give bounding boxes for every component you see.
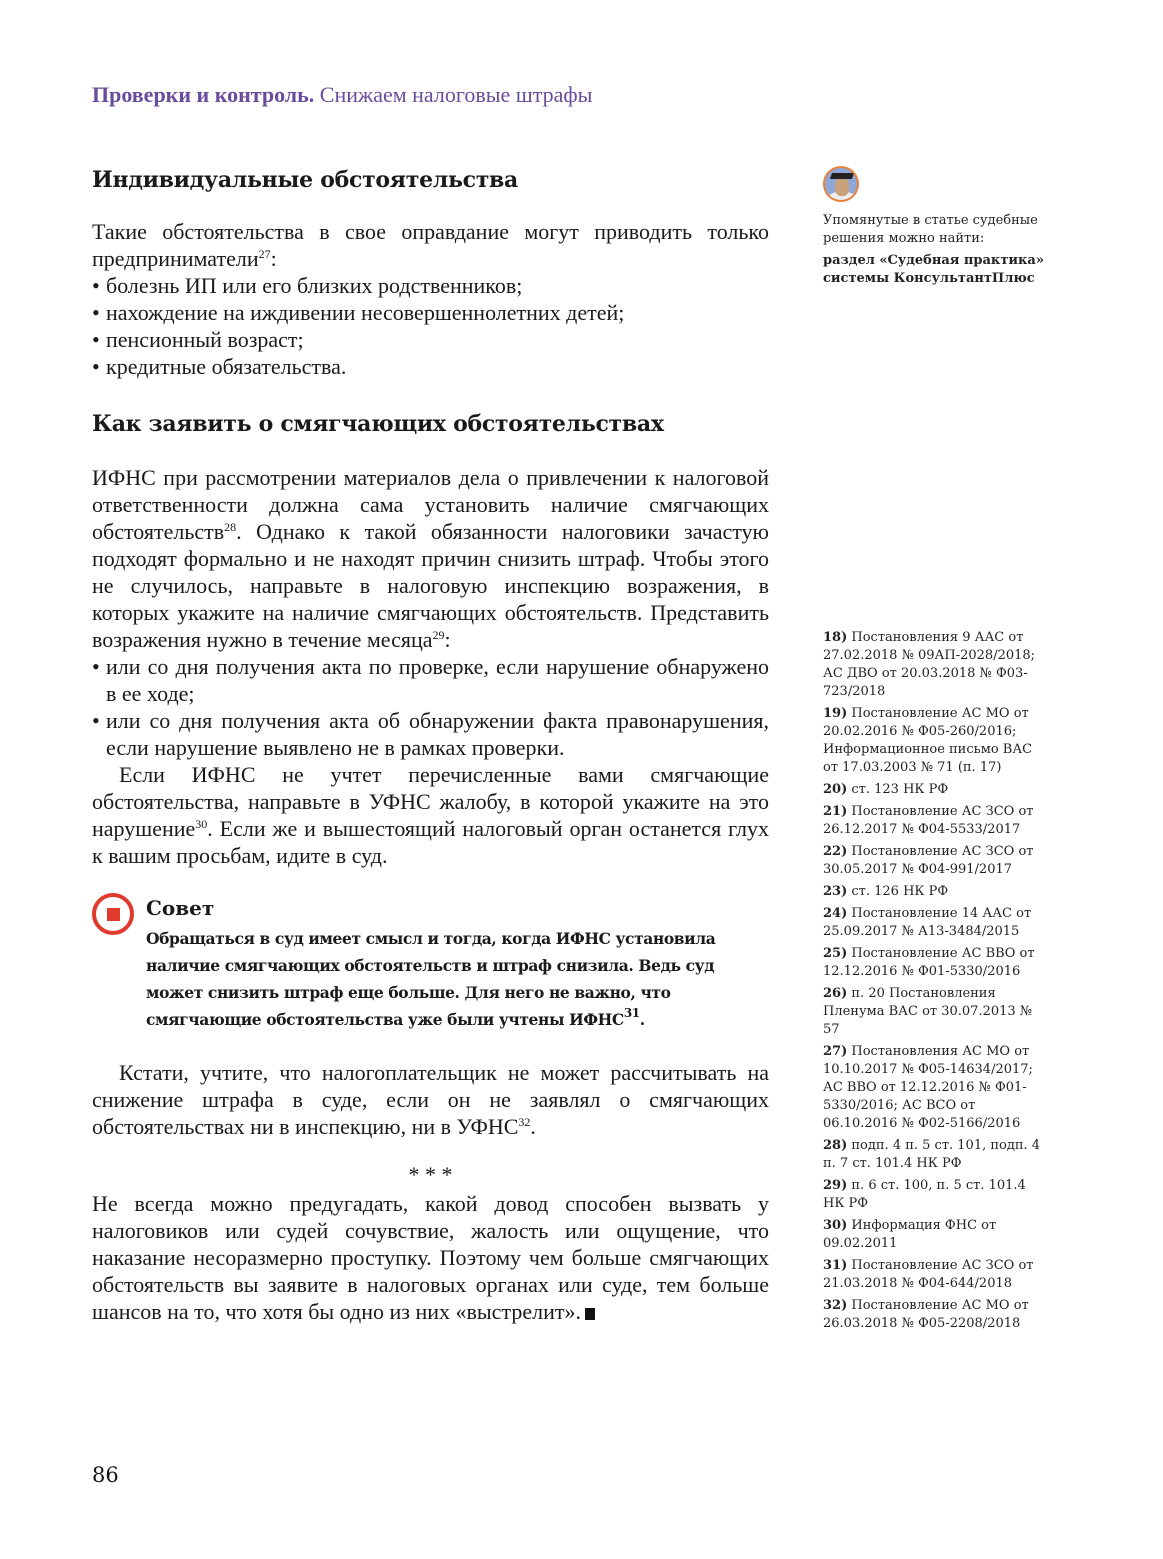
- footnote-number: 28): [823, 1138, 848, 1153]
- advice-body: Обращаться в суд имеет смысл и тогда, когда ИФНС установила наличие смягчающих обстоятельств и штраф снизила. Ведь суд может снизить штраф еще больше. Для него не важно, что смягчающие обстоятельства уже были учтены ИФНС: [146, 929, 716, 1029]
- list-item: • пенсионный возраст;: [92, 326, 769, 353]
- footnote-text: подп. 4 п. 5 ст. 101, подп. 4 п. 7 ст. 101.4 НК РФ: [823, 1138, 1041, 1171]
- section-title: Снижаем налоговые штрафы: [319, 82, 593, 107]
- list-item: • или со дня получения акта об обнаружении факта правонарушения, если нарушение выявлено не в рамках проверки.: [92, 707, 769, 761]
- footnote-ref[interactable]: 28: [224, 520, 237, 534]
- footnote-ref[interactable]: 27: [258, 247, 271, 261]
- footnote-number: 31): [823, 1258, 848, 1273]
- footnote-item: [823, 1043, 1048, 1133]
- intro-tail: :: [270, 246, 277, 271]
- list-item: • кредитные обязательства.: [92, 353, 769, 380]
- footnote-number: 26): [823, 986, 848, 1001]
- footnote-number: 21): [823, 804, 848, 819]
- heading-individual-circumstances: Индивидуальные обстоятельства: [92, 167, 518, 193]
- footnote-number: 29): [823, 1178, 848, 1193]
- footnote-item: [823, 883, 1048, 901]
- footnote-text: Постановление АС МО от 26.03.2018 № Ф05-2208/2018: [823, 1298, 1029, 1331]
- lawyer-avatar-icon: [823, 166, 859, 202]
- paragraph: [92, 1059, 769, 1140]
- sidebar-note-text: Упомянутые в статье судебные решения можно найти:: [823, 213, 1038, 246]
- footnote-text: Информация ФНС от 09.02.2011: [823, 1218, 997, 1251]
- footnote-text: Постановления 9 ААС от 27.02.2018 № 09АП-2028/2018; АС ДВО от 20.03.2018 № Ф03-723/2018: [823, 630, 1036, 699]
- footnote-number: 25): [823, 946, 848, 961]
- footnote-item: [823, 705, 1048, 777]
- section-name: Проверки и контроль.: [92, 82, 315, 107]
- footnote-item: [823, 803, 1048, 839]
- advice-text: [146, 925, 769, 1033]
- page-number: 86: [92, 1463, 119, 1487]
- footnote-item: [823, 1177, 1048, 1213]
- footnote-item: [823, 1257, 1048, 1293]
- paragraph: [92, 761, 769, 869]
- footnote-item: [823, 1297, 1048, 1333]
- footnote-text: Постановление АС ЗСО от 21.03.2018 № Ф04-644/2018: [823, 1258, 1034, 1291]
- footnote-number: 23): [823, 884, 848, 899]
- footnote-number: 18): [823, 630, 848, 645]
- paragraph-text: Не всегда можно предугадать, какой довод способен вызвать у налоговиков или судей сочувствие, жалость или ощущение, что наказание несоразмерно проступку. Поэтому чем больше смягчающих обстоятельств вы заявите в налоговых органах или суде, тем больше шансов на то, что хотя бы одно из них «выстрелит».: [92, 1191, 769, 1324]
- deadline-list: [92, 653, 769, 761]
- footnote-text: Постановление АС ЗСО от 30.05.2017 № Ф04-991/2017: [823, 844, 1034, 877]
- sidebar-note-source: раздел «Судебная практика» системы КонсультантПлюс: [823, 253, 1044, 286]
- list-item: • болезнь ИП или его близких родственников;: [92, 272, 769, 299]
- intro-paragraph: [92, 218, 769, 272]
- paragraph-text: Кстати, учтите, что налогоплательщик не может рассчитывать на снижение штрафа в суде, если он не заявлял о смягчающих обстоятельствах ни в инспекцию, ни в УФНС: [92, 1060, 769, 1139]
- footnote-item: [823, 781, 1048, 799]
- footnote-ref[interactable]: 31: [623, 1006, 640, 1020]
- footnote-number: 22): [823, 844, 848, 859]
- footnote-text: Постановление 14 ААС от 25.09.2017 № А13-3484/2015: [823, 906, 1032, 939]
- footnote-number: 30): [823, 1218, 848, 1233]
- footnote-text: п. 20 Постановления Пленума ВАС от 30.07.2013 № 57: [823, 986, 1033, 1037]
- paragraph-text: . Если же и вышестоящий налоговый орган останется глух к вашим просьбам, идите в суд.: [92, 816, 769, 868]
- footnotes-list: [823, 629, 1048, 1337]
- footnote-text: ст. 126 НК РФ: [851, 884, 949, 899]
- footnote-number: 20): [823, 782, 848, 797]
- advice-title: Совет: [146, 896, 215, 920]
- heading-how-to-declare: Как заявить о смягчающих обстоятельствах: [92, 411, 664, 437]
- footnote-item: [823, 985, 1048, 1039]
- paragraph-text: ИФНС при рассмотрении материалов дела о привлечении к налоговой ответственности должна сама установить наличие смягчающих обстоятельств: [92, 465, 769, 544]
- paragraph: [92, 464, 769, 653]
- footnote-number: 32): [823, 1298, 848, 1313]
- footnote-text: Постановление АС ВВО от 12.12.2016 № Ф01-5330/2016: [823, 946, 1035, 979]
- paragraph-text: Если ИФНС не учтет перечисленные вами смягчающие обстоятельства, направьте в УФНС жалобу, в которой укажите на это нарушение: [92, 762, 769, 841]
- footnote-item: [823, 629, 1048, 701]
- end-of-article-mark: [585, 1308, 595, 1320]
- intro-text: Такие обстоятельства в свое оправдание могут приводить только предприниматели: [92, 219, 769, 271]
- paragraph-text: :: [444, 627, 451, 652]
- footnote-ref[interactable]: 30: [195, 817, 208, 831]
- list-item: • или со дня получения акта по проверке, если нарушение обнаружено в ее ходе;: [92, 653, 769, 707]
- footnote-text: Постановления АС МО от 10.10.2017 № Ф05-14634/2017; АС ВВО от 12.12.2016 № Ф01-5330/2016; АС ВСО от 06.10.2016 № Ф02-5166/2016: [823, 1044, 1033, 1131]
- footnote-ref[interactable]: 32: [518, 1115, 531, 1129]
- footnote-number: 19): [823, 706, 848, 721]
- sidebar-note: [823, 166, 1048, 288]
- paragraph-text: . Однако к такой обязанности налоговики зачастую подходят формально и не находят причин снизить штраф. Чтобы этого не случилось, направьте в налоговую инспекцию возражения, в которых укажите на наличие смягчающих обстоятельств. Представить возражения нужно в течение месяца: [92, 519, 769, 652]
- section-separator: * * *: [408, 1162, 453, 1187]
- closing-paragraph: [92, 1190, 769, 1325]
- advice-tail: .: [639, 1010, 645, 1029]
- footnote-item: [823, 905, 1048, 941]
- footnote-number: 27): [823, 1044, 848, 1059]
- footnote-number: 24): [823, 906, 848, 921]
- advice-box: [92, 891, 769, 1033]
- footnote-item: [823, 1217, 1048, 1253]
- footnote-text: ст. 123 НК РФ: [851, 782, 949, 797]
- list-item: • нахождение на иждивении несовершеннолетних детей;: [92, 299, 769, 326]
- circumstances-list: [92, 272, 769, 380]
- stop-circle-icon: [92, 893, 134, 935]
- footnote-text: Постановление АС ЗСО от 26.12.2017 № Ф04-5533/2017: [823, 804, 1034, 837]
- footnote-item: [823, 1137, 1048, 1173]
- footnote-ref[interactable]: 29: [432, 628, 445, 642]
- paragraph-text: .: [530, 1114, 536, 1139]
- article-body: [92, 160, 769, 1325]
- running-header: [92, 82, 592, 108]
- footnote-item: [823, 843, 1048, 879]
- footnote-item: [823, 945, 1048, 981]
- footnote-text: Постановление АС МО от 20.02.2016 № Ф05-260/2016; Информационное письмо ВАС от 17.03.2003 № 71 (п. 17): [823, 706, 1033, 775]
- footnote-text: п. 6 ст. 100, п. 5 ст. 101.4 НК РФ: [823, 1178, 1026, 1211]
